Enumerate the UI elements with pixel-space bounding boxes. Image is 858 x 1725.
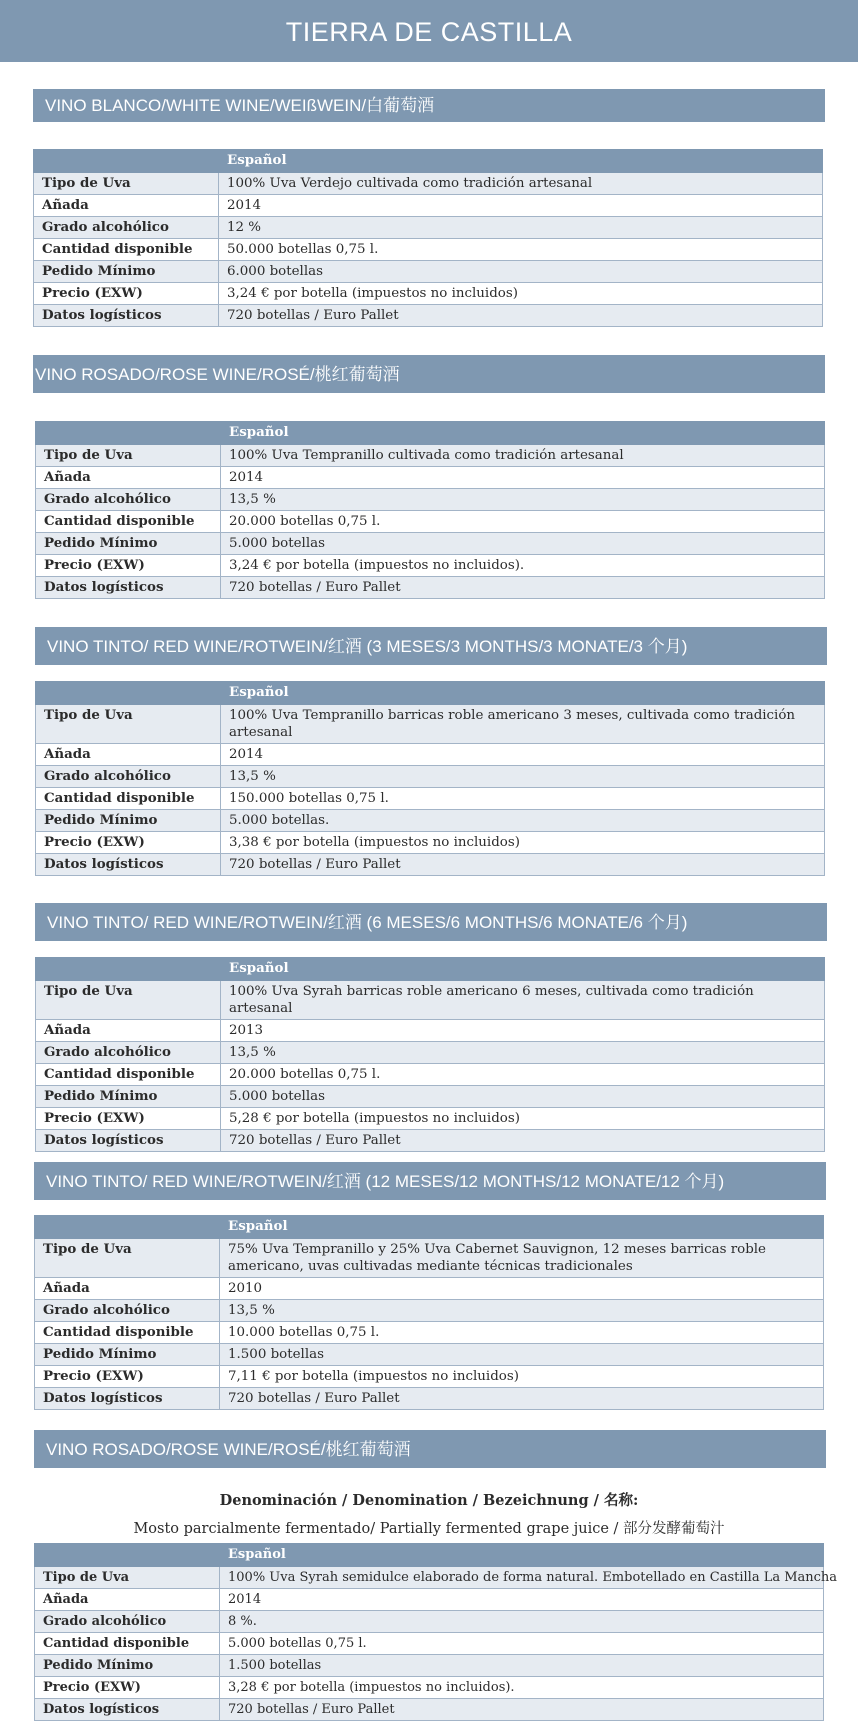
value-vintage: 2014 — [219, 195, 823, 217]
value-alcohol: 13,5 % — [221, 766, 825, 788]
value-logistics: 720 botellas / Euro Pallet — [221, 577, 825, 599]
value-logistics: 720 botellas / Euro Pallet — [221, 1130, 825, 1152]
label-price: Precio (EXW) — [36, 555, 221, 577]
header-language: Español — [219, 150, 823, 173]
value-logistics: 720 botellas / Euro Pallet — [219, 305, 823, 327]
label-alcohol: Grado alcohólico — [34, 217, 219, 239]
label-logistics: Datos logísticos — [36, 577, 221, 599]
value-grape: 100% Uva Tempranillo barricas roble americano 3 meses, cultivada como tradición artesanal — [221, 705, 825, 744]
header-blank — [36, 958, 221, 981]
header-language: Español — [220, 1216, 824, 1239]
section-heading-red-wine-12m: VINO TINTO/ RED WINE/ROTWEIN/红酒 (12 MESES/12 MONTHS/12 MONATE/12 个月) — [34, 1162, 826, 1200]
label-price: Precio (EXW) — [36, 1108, 221, 1130]
label-min-order: Pedido Mínimo — [35, 1655, 220, 1677]
value-alcohol: 8 %. — [220, 1611, 824, 1633]
header-language: Español — [220, 1544, 824, 1567]
value-quantity: 10.000 botellas 0,75 l. — [220, 1322, 824, 1344]
label-price: Precio (EXW) — [35, 1366, 220, 1388]
denomination-label: Denominación / Denomination / Bezeichnung / 名称: — [219, 1492, 639, 1509]
value-grape: 100% Uva Syrah semidulce elaborado de forma natural. Embotellado en Castilla La Mancha — [220, 1567, 824, 1589]
label-quantity: Cantidad disponible — [36, 788, 221, 810]
value-vintage: 2010 — [220, 1278, 824, 1300]
value-vintage: 2014 — [221, 467, 825, 489]
value-quantity: 150.000 botellas 0,75 l. — [221, 788, 825, 810]
value-alcohol: 13,5 % — [221, 489, 825, 511]
header-blank — [36, 682, 221, 705]
value-vintage: 2014 — [220, 1589, 824, 1611]
section-heading-red-wine-6m: VINO TINTO/ RED WINE/ROTWEIN/红酒 (6 MESES/6 MONTHS/6 MONATE/6 个月) — [35, 903, 827, 941]
value-vintage: 2013 — [221, 1020, 825, 1042]
label-logistics: Datos logísticos — [36, 1130, 221, 1152]
page-title: TIERRA DE CASTILLA — [0, 0, 858, 62]
label-min-order: Pedido Mínimo — [36, 533, 221, 555]
label-alcohol: Grado alcohólico — [35, 1300, 220, 1322]
header-language: Español — [221, 422, 825, 445]
header-blank — [35, 1544, 220, 1567]
section-heading-white-wine: VINO BLANCO/WHITE WINE/WEIßWEIN/白葡萄酒 — [33, 89, 825, 122]
label-vintage: Añada — [34, 195, 219, 217]
label-price: Precio (EXW) — [34, 283, 219, 305]
label-alcohol: Grado alcohólico — [35, 1611, 220, 1633]
value-quantity: 50.000 botellas 0,75 l. — [219, 239, 823, 261]
label-grape: Tipo de Uva — [36, 705, 221, 744]
label-min-order: Pedido Mínimo — [35, 1344, 220, 1366]
section-heading-rose-grape-juice: VINO ROSADO/ROSE WINE/ROSÉ/桃红葡萄酒 — [34, 1430, 826, 1468]
label-grape: Tipo de Uva — [34, 173, 219, 195]
value-min-order: 6.000 botellas — [219, 261, 823, 283]
value-price: 5,28 € por botella (impuestos no incluidos) — [221, 1108, 825, 1130]
value-quantity: 5.000 botellas 0,75 l. — [220, 1633, 824, 1655]
label-alcohol: Grado alcohólico — [36, 1042, 221, 1064]
denomination-value: Mosto parcialmente fermentado/ Partially fermented grape juice / 部分发酵葡萄汁 — [133, 1521, 725, 1537]
label-logistics: Datos logísticos — [35, 1388, 220, 1410]
label-vintage: Añada — [36, 744, 221, 766]
label-quantity: Cantidad disponible — [35, 1633, 220, 1655]
value-quantity: 20.000 botellas 0,75 l. — [221, 1064, 825, 1086]
value-min-order: 1.500 botellas — [220, 1344, 824, 1366]
value-price: 3,24 € por botella (impuestos no incluidos). — [221, 555, 825, 577]
label-grape: Tipo de Uva — [36, 981, 221, 1020]
label-min-order: Pedido Mínimo — [36, 810, 221, 832]
label-quantity: Cantidad disponible — [36, 511, 221, 533]
value-grape: 100% Uva Syrah barricas roble americano 6 meses, cultivada como tradición artesanal — [221, 981, 825, 1020]
value-price: 3,28 € por botella (impuestos no incluidos). — [220, 1677, 824, 1699]
value-min-order: 5.000 botellas. — [221, 810, 825, 832]
label-logistics: Datos logísticos — [36, 854, 221, 876]
label-vintage: Añada — [36, 1020, 221, 1042]
label-alcohol: Grado alcohólico — [36, 766, 221, 788]
value-min-order: 5.000 botellas — [221, 533, 825, 555]
value-vintage: 2014 — [221, 744, 825, 766]
label-min-order: Pedido Mínimo — [36, 1086, 221, 1108]
header-blank — [36, 422, 221, 445]
header-language: Español — [221, 682, 825, 705]
header-blank — [34, 150, 219, 173]
value-quantity: 20.000 botellas 0,75 l. — [221, 511, 825, 533]
value-min-order: 5.000 botellas — [221, 1086, 825, 1108]
value-grape: 100% Uva Tempranillo cultivada como tradición artesanal — [221, 445, 825, 467]
label-logistics: Datos logísticos — [34, 305, 219, 327]
value-alcohol: 13,5 % — [221, 1042, 825, 1064]
value-alcohol: 12 % — [219, 217, 823, 239]
label-alcohol: Grado alcohólico — [36, 489, 221, 511]
label-price: Precio (EXW) — [35, 1677, 220, 1699]
label-grape: Tipo de Uva — [36, 445, 221, 467]
value-alcohol: 13,5 % — [220, 1300, 824, 1322]
value-logistics: 720 botellas / Euro Pallet — [221, 854, 825, 876]
label-quantity: Cantidad disponible — [35, 1322, 220, 1344]
section-heading-rose-wine: VINO ROSADO/ROSE WINE/ROSÉ/桃红葡萄酒 — [33, 355, 825, 393]
header-blank — [35, 1216, 220, 1239]
denomination-block — [34, 1486, 826, 1546]
value-min-order: 1.500 botellas — [220, 1655, 824, 1677]
header-language: Español — [221, 958, 825, 981]
value-price: 3,24 € por botella (impuestos no incluidos) — [219, 283, 823, 305]
label-price: Precio (EXW) — [36, 832, 221, 854]
label-quantity: Cantidad disponible — [34, 239, 219, 261]
value-grape: 75% Uva Tempranillo y 25% Uva Cabernet Sauvignon, 12 meses barricas roble americano, uvas cultivadas mediante técnicas tradicionales — [220, 1239, 824, 1278]
label-min-order: Pedido Mínimo — [34, 261, 219, 283]
label-grape: Tipo de Uva — [35, 1567, 220, 1589]
label-grape: Tipo de Uva — [35, 1239, 220, 1278]
section-heading-red-wine-3m: VINO TINTO/ RED WINE/ROTWEIN/红酒 (3 MESES/3 MONTHS/3 MONATE/3 个月) — [35, 627, 827, 665]
label-vintage: Añada — [35, 1589, 220, 1611]
label-vintage: Añada — [36, 467, 221, 489]
value-logistics: 720 botellas / Euro Pallet — [220, 1699, 824, 1721]
label-vintage: Añada — [35, 1278, 220, 1300]
value-logistics: 720 botellas / Euro Pallet — [220, 1388, 824, 1410]
value-price: 3,38 € por botella (impuestos no incluidos) — [221, 832, 825, 854]
value-price: 7,11 € por botella (impuestos no incluidos) — [220, 1366, 824, 1388]
label-logistics: Datos logísticos — [35, 1699, 220, 1721]
value-grape: 100% Uva Verdejo cultivada como tradición artesanal — [219, 173, 823, 195]
label-quantity: Cantidad disponible — [36, 1064, 221, 1086]
